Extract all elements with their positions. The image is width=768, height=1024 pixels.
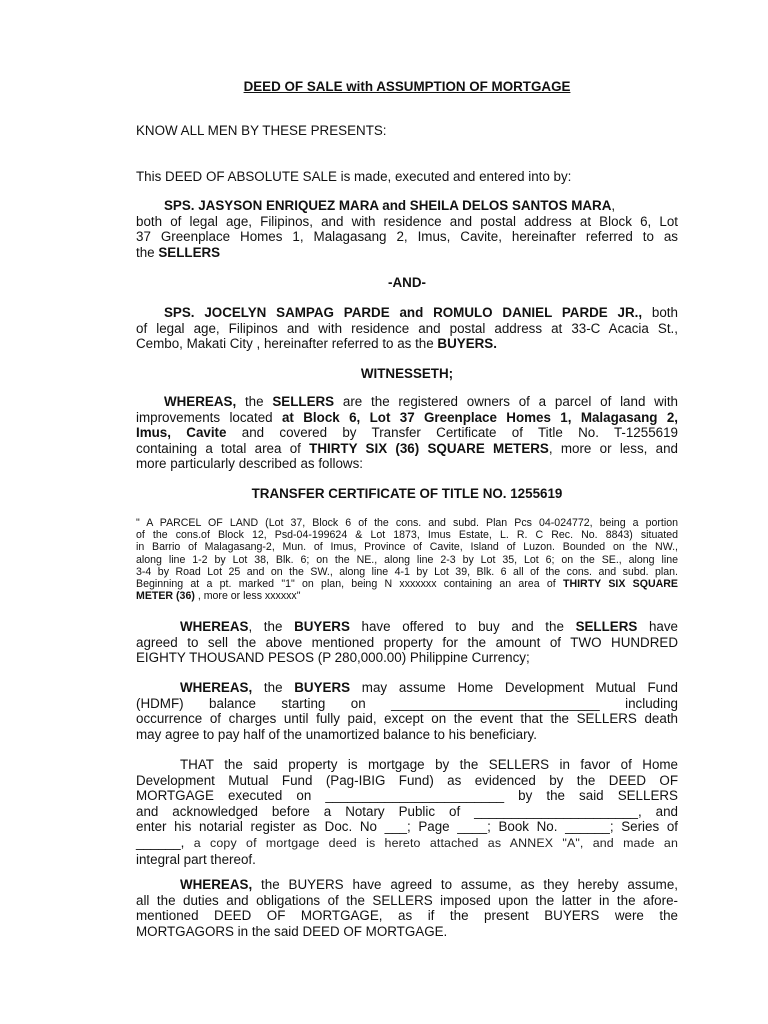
sellers-names: SPS. JASYSON ENRIQUEZ MARA and SHEILA DELOS SANTOS MARA [164,198,612,213]
parcel-description: " A PARCEL OF LAND (Lot 37, Block 6 of the cons. and subd. Plan Pcs 04-024772, being a portion of the cons.of Block 12, Psd-04-199624 & Lot 1873, Imus Estate, L. R. C Rec. No. 8843) situated in Barrio of Malagasang-2, Mun. of Imus, Province of Cavite, Island of Luzon. Bounded on the NW., along line 1-2 by Lot 38, Blk. 6; on the NE., along line 2-3 by Lot 35, Lot 6; on the SE., along line 3-4 by Road Lot 25 and on the SW., along line 4-1 by Lot 39, Blk. 6 all of the cons. and subd. plan. Beginning at a pt. marked "1" on plan, being N xxxxxxx containing an area of THIRTY SIX SQUARE METER (36) , more or less xxxxxx" [136,517,678,603]
buyers-names: SPS. JOCELYN SAMPAG PARDE and ROMULO DANIEL PARDE JR., [164,305,643,320]
sellers-label: SELLERS [158,244,221,260]
that-mortgage-paragraph: THAT the said property is mortgage by the SELLERS in favor of Home Development Mutual Fund (Pag-IBIG Fund) as evidenced by the DEED OF MORTGAGE executed on ________________________ by the said SELLERS and acknowledged before a Notary Public of ______________________, and enter his notarial register as Doc. No ___; Page ____; Book No. ______; Series of ______, a copy of mortgage deed is hereto attached as ANNEX "A", and made an integral part thereof. [136,757,678,867]
whereas-registered-owners: WHEREAS, the SELLERS are the registered owners of a parcel of land with improvements located at Block 6, Lot 37 Greenplace Homes 1, Malagasang 2, Imus, Cavite and covered by Transfer Certificate of Title No. T-1255619 containing a total area of THIRTY SIX (36) SQUARE METERS, more or less, and more particularly described as follows: [136,394,678,472]
buyers-label: BUYERS. [437,336,497,352]
intro-sentence: This DEED OF ABSOLUTE SALE is made, executed and entered into by: [136,169,572,184]
buyers-paragraph: SPS. JOCELYN SAMPAG PARDE and ROMULO DANIEL PARDE JR., both of legal age, Filipinos and with residence and postal address at 33-C Acacia St., Cembo, Makati City , hereinafter referred to as the BUYERS. [136,305,678,352]
witnesseth-heading: WITNESSETH; [360,366,454,381]
and-separator: -AND- [388,275,426,290]
sellers-paragraph: SPS. JASYSON ENRIQUEZ MARA and SHEILA DELOS SANTOS MARA, both of legal age, Filipinos, and with residence and postal address at Block 6, Lot 37 Greenplace Homes 1, Malagasang 2, Imus, Cavite, hereinafter referred to as the SELLERS [136,198,678,260]
whereas-hdmf: WHEREAS, the BUYERS may assume Home Development Mutual Fund (HDMF) balance starting on ____________________________ including occurrence of charges until fully paid, except on the event that the SELLERS death may agree to pay half of the unamortized balance to his beneficiary. [136,680,678,742]
document-title: DEED OF SALE with ASSUMPTION OF MORTGAGE [243,79,571,94]
whereas-assume-duties: WHEREAS, the BUYERS have agreed to assume, as they hereby assume, all the duties and obligations of the SELLERS imposed upon the latter in the afore- mentioned DEED OF MORTGAGE, as if the present BUYERS were the MORTGAGORS in the said DEED OF MORTGAGE. [136,877,678,939]
tct-heading: TRANSFER CERTIFICATE OF TITLE NO. 1255619 [251,486,563,501]
whereas-offer-to-buy: WHEREAS, the BUYERS have offered to buy and the SELLERS have agreed to sell the above mentioned property for the amount of TWO HUNDRED EIGHTY THOUSAND PESOS (P 280,000.00) Philippine Currency; [136,619,679,666]
know-all-men: KNOW ALL MEN BY THESE PRESENTS: [136,123,387,138]
